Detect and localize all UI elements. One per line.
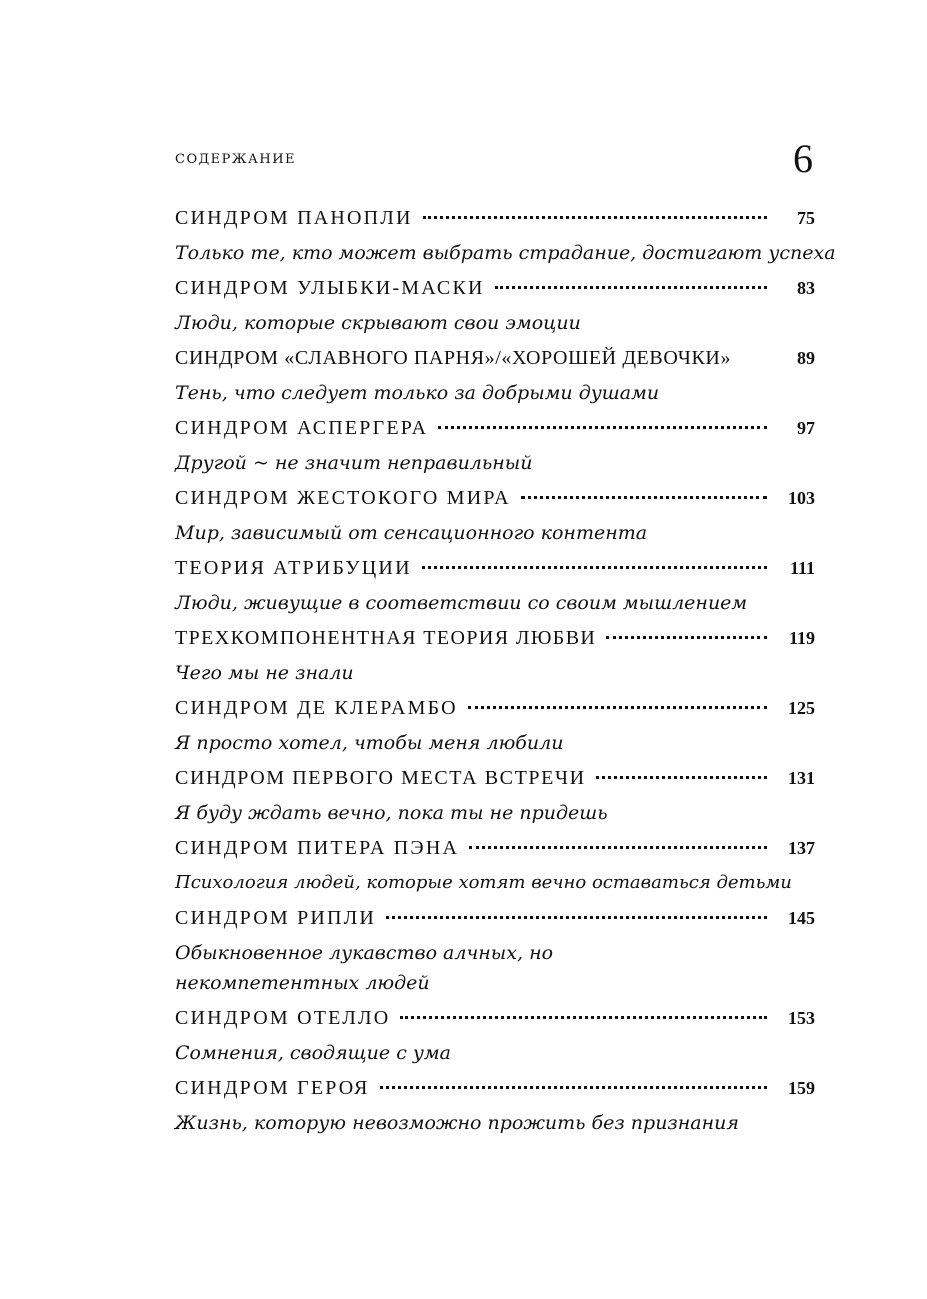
dot-leader [422, 566, 767, 569]
toc-entry-page: 83 [797, 278, 815, 298]
toc-entry-title: СИНДРОМ АСПЕРГЕРА [175, 417, 429, 439]
toc-entry [175, 548, 815, 618]
toc-entry-page: 145 [788, 908, 815, 928]
toc-entry-subtitle: Обыкновенное лукавство алчных, но некомпетентных людей [175, 942, 554, 994]
toc-entry-page: 75 [797, 208, 815, 228]
dot-leader [386, 916, 767, 919]
toc-entry-title: СИНДРОМ ПИТЕРА ПЭНА [175, 837, 460, 859]
toc-entry-title-line [175, 1068, 815, 1108]
toc-entry-subtitle: Я просто хотел, чтобы меня любили [175, 732, 564, 754]
toc-entry [175, 618, 815, 688]
toc-entry-title: СИНДРОМ ГЕРОЯ [175, 1077, 370, 1099]
toc-entry-title-line [175, 268, 815, 308]
toc-entry [175, 408, 815, 478]
toc-entry [175, 898, 815, 998]
toc-entry-subtitle: Другой ~ не значит неправильный [175, 452, 533, 474]
toc-entry [175, 998, 815, 1068]
dot-leader [469, 846, 767, 849]
toc-entry-title: СИНДРОМ ПАНОПЛИ [175, 207, 413, 229]
toc-entry-title: СИНДРОМ «СЛАВНОГО ПАРНЯ»/«ХОРОШЕЙ ДЕВОЧКИ» [175, 347, 732, 369]
toc-entry-title-line [175, 548, 815, 588]
toc-entry-page: 131 [788, 768, 815, 788]
dot-leader [468, 706, 767, 709]
toc-entry-subtitle: Я буду ждать вечно, пока ты не придешь [175, 802, 608, 824]
toc-entry-title-line [175, 478, 815, 518]
toc-entry-title-line [175, 998, 815, 1038]
toc-entry-title: СИНДРОМ ОТЕЛЛО [175, 1007, 391, 1029]
toc-entry-title: ТРЕХКОМПОНЕНТНАЯ ТЕОРИЯ ЛЮБВИ [175, 627, 597, 649]
toc-entry-title: СИНДРОМ ЖЕСТОКОГО МИРА [175, 487, 511, 509]
dot-leader [438, 426, 767, 429]
toc-entry-page: 125 [788, 698, 815, 718]
toc-entry-subtitle: Тень, что следует только за добрыми душами [175, 382, 660, 404]
dot-leader [741, 356, 767, 359]
page-number: 6 [793, 136, 813, 181]
toc-entry-subtitle: Психология людей, которые хотят вечно оставаться детьми [175, 872, 792, 893]
toc-entry-subtitle: Только те, кто может выбрать страдание, достигают успеха [175, 242, 836, 264]
toc-entry [175, 828, 815, 898]
toc-entry [175, 268, 815, 338]
toc-entry-subtitle: Люди, которые скрывают свои эмоции [175, 312, 581, 334]
toc-entry-page: 97 [797, 418, 815, 438]
toc-entry-page: 153 [788, 1008, 815, 1028]
toc-entry-title-line [175, 338, 815, 378]
toc-entry-page: 89 [797, 348, 815, 368]
toc-entry [175, 478, 815, 548]
toc-entry-title-line [175, 688, 815, 728]
dot-leader [495, 286, 767, 289]
toc-entry-page: 103 [788, 488, 815, 508]
toc-entry-title-line [175, 758, 815, 798]
dot-leader [606, 636, 767, 639]
toc-entry-title: СИНДРОМ УЛЫБКИ-МАСКИ [175, 277, 485, 299]
toc-entry-title: СИНДРОМ РИПЛИ [175, 907, 377, 929]
toc-entry-subtitle: Чего мы не знали [175, 662, 354, 684]
toc-entry [175, 198, 836, 268]
toc-entry-page: 159 [788, 1078, 815, 1098]
toc-entry [175, 1068, 815, 1138]
toc-entry-subtitle: Люди, живущие в соответствии со своим мышлением [175, 592, 748, 614]
toc-entry [175, 338, 815, 408]
dot-leader [521, 496, 767, 499]
toc-entry-page: 119 [788, 628, 815, 648]
toc-entry-title: СИНДРОМ ПЕРВОГО МЕСТА ВСТРЕЧИ [175, 767, 586, 789]
table-of-contents [175, 198, 836, 1138]
toc-entry-title-line [175, 898, 815, 938]
toc-entry-title-line [175, 408, 815, 448]
dot-leader [400, 1016, 767, 1019]
toc-entry [175, 688, 815, 758]
dot-leader [423, 216, 767, 219]
toc-entry-title: СИНДРОМ ДЕ КЛЕРАМБО [175, 697, 458, 719]
toc-entry-page: 111 [789, 558, 815, 578]
toc-entry-title-line [175, 828, 815, 868]
dot-leader [596, 776, 767, 779]
toc-entry-title-line [175, 198, 815, 238]
running-header: СОДЕРЖАНИЕ [175, 152, 297, 167]
toc-entry-subtitle: Жизнь, которую невозможно прожить без признания [175, 1112, 739, 1134]
toc-entry-subtitle: Мир, зависимый от сенсационного контента [175, 522, 648, 544]
toc-entry-title-line [175, 618, 815, 658]
toc-entry-page: 137 [788, 838, 815, 858]
toc-entry-subtitle: Сомнения, сводящие с ума [175, 1042, 451, 1064]
dot-leader [380, 1086, 767, 1089]
toc-entry [175, 758, 815, 828]
toc-entry-title: ТЕОРИЯ АТРИБУЦИИ [175, 557, 412, 579]
